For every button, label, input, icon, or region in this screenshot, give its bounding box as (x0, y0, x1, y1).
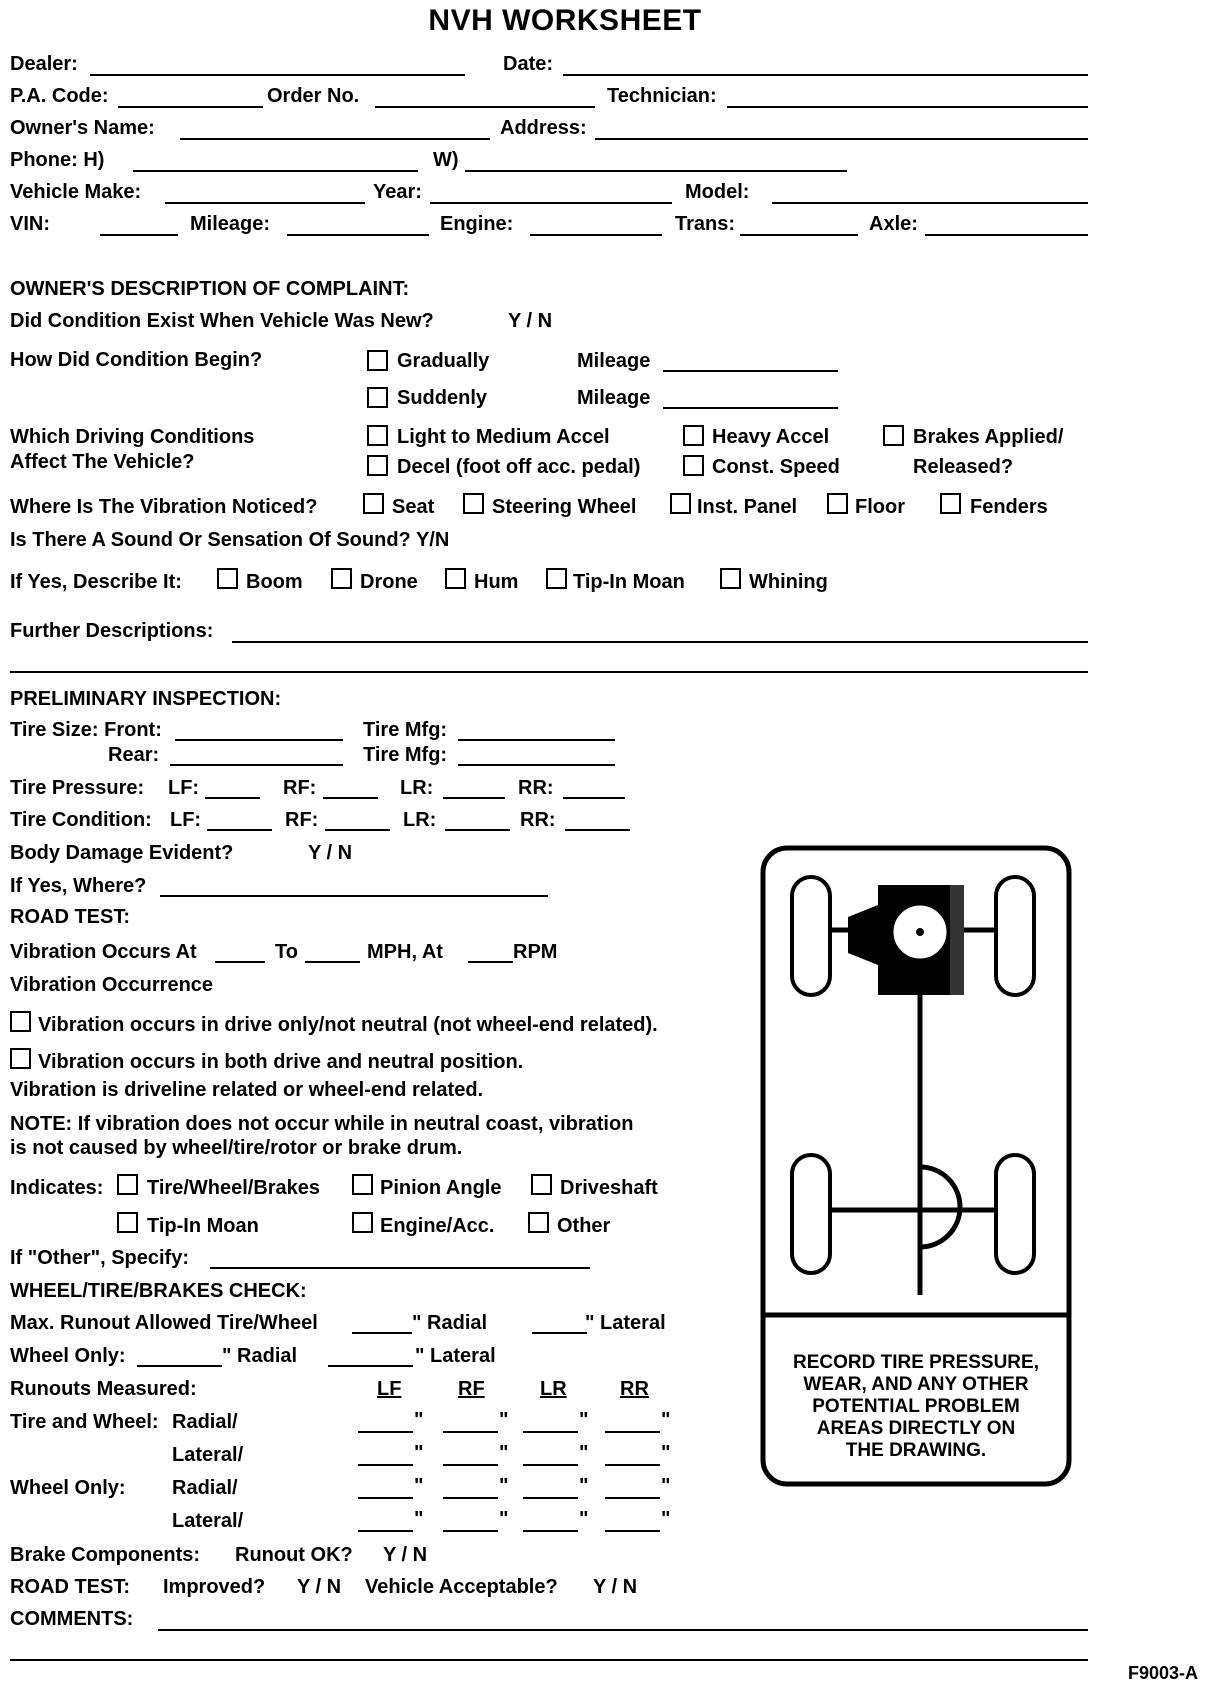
acceptable-yn[interactable]: Y / N (593, 1576, 638, 1598)
inch-mark: " (661, 1508, 671, 1530)
engine-field[interactable] (530, 234, 662, 236)
hum-checkbox[interactable] (445, 568, 466, 589)
technician-label: Technician: (607, 85, 717, 107)
front-right-tire-icon (996, 877, 1034, 995)
tp-lr-field[interactable] (443, 797, 505, 799)
fenders-label: Fenders (970, 496, 1048, 518)
runout-field[interactable] (443, 1497, 498, 1499)
order-no-label: Order No. (267, 85, 360, 107)
inch-mark: " (499, 1508, 509, 1530)
tc-rr-field[interactable] (565, 829, 630, 831)
tire-mfg-rear-label: Tire Mfg: (363, 744, 448, 766)
pa-code-field[interactable] (118, 106, 263, 108)
pinion-angle-checkbox[interactable] (352, 1174, 373, 1195)
seat-label: Seat (392, 496, 435, 518)
inch-mark: " (661, 1475, 671, 1497)
tipin-checkbox[interactable] (546, 568, 567, 589)
runout-field[interactable] (605, 1464, 660, 1466)
if-yes-where-label: If Yes, Where? (10, 875, 147, 897)
drive-only-label: Vibration occurs in drive only/not neutral (not wheel-end related). (38, 1014, 658, 1036)
tire-condition-label: Tire Condition: (10, 809, 152, 831)
gradually-label: Gradually (397, 350, 490, 372)
model-field[interactable] (772, 202, 1088, 204)
driveshaft-checkbox[interactable] (531, 1174, 552, 1195)
other-label: Other (557, 1215, 611, 1237)
runout-field[interactable] (358, 1431, 413, 1433)
whining-label: Whining (749, 571, 828, 593)
further-label: Further Descriptions: (10, 620, 214, 642)
tipin-moan-label: Tip-In Moan (147, 1215, 259, 1237)
engine-acc-checkbox[interactable] (352, 1212, 373, 1233)
when-new-question: Did Condition Exist When Vehicle Was New? (10, 310, 434, 332)
inch-mark: " (499, 1475, 509, 1497)
tire-wheel-brakes-checkbox[interactable] (117, 1174, 138, 1195)
inch-mark: " (414, 1475, 424, 1497)
phone-home-field[interactable] (133, 170, 418, 172)
runout-field[interactable] (358, 1497, 413, 1499)
indicates-label: Indicates: (10, 1177, 104, 1199)
tipin-moan-checkbox[interactable] (117, 1212, 138, 1233)
tire-mfg-front-field[interactable] (458, 739, 615, 741)
decel-checkbox[interactable] (367, 455, 388, 476)
tc-lf-label: LF: (170, 809, 202, 831)
engine-pulley-center (916, 928, 924, 936)
tw-radial-label: Radial/ (172, 1411, 238, 1433)
tp-lr-label: LR: (400, 777, 434, 799)
inch-mark: " (414, 1442, 424, 1464)
occurs-at-label: Vibration Occurs At (10, 941, 197, 963)
inch-mark: " (579, 1409, 589, 1431)
tire-size-rear-field[interactable] (170, 764, 343, 766)
diagram-instructions (780, 1352, 1052, 1462)
address-label: Address: (500, 117, 587, 139)
year-label: Year: (373, 181, 422, 203)
tp-rr-label: RR: (518, 777, 554, 799)
model-label: Model: (685, 181, 750, 203)
max-runout-lateral-field[interactable] (532, 1332, 587, 1334)
axle-label: Axle: (869, 213, 918, 235)
brake-components-label: Brake Components: (10, 1544, 201, 1566)
phone-label: Phone: H) (10, 149, 105, 171)
diagram-note-line4: AREAS DIRECTLY ON (816, 1418, 1016, 1439)
address-field[interactable] (595, 138, 1088, 140)
dealer-label: Dealer: (10, 53, 78, 75)
tw-lateral-label: Lateral/ (172, 1444, 244, 1466)
vehicle-make-field[interactable] (165, 202, 365, 204)
comments-label: COMMENTS: (10, 1608, 134, 1630)
wheel-only-lateral-field[interactable] (328, 1365, 413, 1367)
body-damage-yn[interactable]: Y / N (308, 842, 353, 864)
phone-work-label: W) (433, 149, 459, 171)
preliminary-heading: PRELIMINARY INSPECTION: (10, 688, 282, 710)
date-field[interactable] (563, 74, 1088, 76)
inch-mark: " (661, 1409, 671, 1431)
tc-rr-label: RR: (520, 809, 556, 831)
inst-panel-label: Inst. Panel (697, 496, 798, 518)
technician-field[interactable] (727, 106, 1088, 108)
tc-lf-field[interactable] (207, 829, 272, 831)
tc-rf-label: RF: (285, 809, 319, 831)
diagram-note-line1: RECORD TIRE PRESSURE, (793, 1352, 1039, 1373)
tp-rf-field[interactable] (323, 797, 378, 799)
wheel-only-radial-field[interactable] (137, 1365, 222, 1367)
inch-mark: " (414, 1508, 424, 1530)
trans-label: Trans: (675, 213, 736, 235)
further-field-line2[interactable] (10, 671, 1088, 673)
rear-left-tire-icon (792, 1155, 830, 1273)
mileage-label: Mileage: (190, 213, 271, 235)
released-label: Released? (913, 456, 1014, 478)
comments-field-line2[interactable] (10, 1659, 1088, 1661)
mileage-field[interactable] (287, 234, 429, 236)
wheel-only-allowed-label: Wheel Only: (10, 1345, 126, 1367)
tipin-label: Tip-In Moan (573, 571, 685, 593)
tp-rr-field[interactable] (563, 797, 625, 799)
final-road-test-label: ROAD TEST: (10, 1576, 130, 1598)
tp-lf-label: LF: (168, 777, 200, 799)
floor-label: Floor (855, 496, 905, 518)
heavy-accel-label: Heavy Accel (712, 426, 830, 448)
max-runout-label: Max. Runout Allowed Tire/Wheel (10, 1312, 318, 1334)
engine-block-side (950, 885, 964, 995)
owner-name-label: Owner's Name: (10, 117, 155, 139)
axle-field[interactable] (925, 234, 1088, 236)
light-accel-checkbox[interactable] (367, 425, 388, 446)
complaint-heading: OWNER'S DESCRIPTION OF COMPLAINT: (10, 278, 410, 300)
const-speed-label: Const. Speed (712, 456, 840, 478)
runout-ok-label: Runout OK? (235, 1544, 353, 1566)
runouts-measured-label: Runouts Measured: (10, 1378, 197, 1400)
improved-yn[interactable]: Y / N (297, 1576, 342, 1598)
pa-code-label: P.A. Code: (10, 85, 109, 107)
steering-wheel-checkbox[interactable] (463, 493, 484, 514)
runout-field[interactable] (605, 1431, 660, 1433)
wheel-check-heading: WHEEL/TIRE/BRAKES CHECK: (10, 1280, 307, 1302)
note-line1: NOTE: If vibration does not occur while in neutral coast, vibration (10, 1113, 634, 1135)
how-begin-question: How Did Condition Begin? (10, 349, 263, 371)
tc-rf-field[interactable] (325, 829, 390, 831)
fenders-checkbox[interactable] (940, 493, 961, 514)
tire-and-wheel-label: Tire and Wheel: (10, 1411, 159, 1433)
if-yes-where-field[interactable] (160, 895, 548, 897)
col-rf-header: RF (458, 1378, 485, 1400)
tire-wheel-brakes-label: Tire/Wheel/Brakes (147, 1177, 321, 1199)
suddenly-mileage-field[interactable] (663, 407, 838, 409)
occurrence-label: Vibration Occurrence (10, 974, 214, 996)
road-test-heading: ROAD TEST: (10, 906, 130, 928)
drive-and-neutral-label: Vibration occurs in both drive and neutral position. (38, 1051, 524, 1073)
driveshaft-label: Driveshaft (560, 1177, 658, 1199)
brakes-applied-label: Brakes Applied/ (913, 426, 1064, 448)
whining-checkbox[interactable] (720, 568, 741, 589)
diagram-note-line3: POTENTIAL PROBLEM (812, 1396, 1020, 1417)
body-damage-question: Body Damage Evident? (10, 842, 234, 864)
inch-mark: " (661, 1442, 671, 1464)
conditions-question-line2: Affect The Vehicle? (10, 451, 195, 473)
suddenly-label: Suddenly (397, 387, 488, 409)
to-label: To (275, 941, 298, 963)
occurs-from-mph-field[interactable] (215, 961, 265, 963)
hum-label: Hum (474, 571, 519, 593)
runout-field[interactable] (605, 1497, 660, 1499)
front-left-tire-icon (792, 877, 830, 995)
wheel-only-lateral-label: " Lateral (415, 1345, 496, 1367)
other-checkbox[interactable] (528, 1212, 549, 1233)
max-runout-lateral-label: " Lateral (585, 1312, 666, 1334)
engine-acc-label: Engine/Acc. (380, 1215, 495, 1237)
acceptable-label: Vehicle Acceptable? (365, 1576, 558, 1598)
inch-mark: " (499, 1442, 509, 1464)
phone-work-field[interactable] (465, 170, 847, 172)
tc-lr-label: LR: (403, 809, 437, 831)
note-line2: is not caused by wheel/tire/rotor or brake drum. (10, 1137, 463, 1159)
occurs-to-mph-field[interactable] (305, 961, 360, 963)
pinion-angle-label: Pinion Angle (380, 1177, 502, 1199)
drive-and-neutral-checkbox[interactable] (10, 1048, 31, 1069)
boom-checkbox[interactable] (217, 568, 238, 589)
runout-field[interactable] (358, 1464, 413, 1466)
runout-field[interactable] (358, 1530, 413, 1532)
inch-mark: " (414, 1409, 424, 1431)
inch-mark: " (579, 1508, 589, 1530)
runout-field[interactable] (523, 1497, 578, 1499)
col-lr-header: LR (540, 1378, 567, 1400)
tire-size-front-label: Tire Size: Front: (10, 719, 162, 741)
trans-field[interactable] (740, 234, 858, 236)
vin-field[interactable] (100, 234, 178, 236)
heavy-accel-checkbox[interactable] (683, 425, 704, 446)
dealer-field[interactable] (90, 74, 465, 76)
describe-label: If Yes, Describe It: (10, 571, 182, 593)
drone-checkbox[interactable] (331, 568, 352, 589)
tc-lr-field[interactable] (445, 829, 510, 831)
order-no-field[interactable] (375, 106, 595, 108)
gradually-mileage-label: Mileage (577, 350, 651, 372)
floor-checkbox[interactable] (827, 493, 848, 514)
runout-field[interactable] (523, 1464, 578, 1466)
vin-label: VIN: (10, 213, 50, 235)
col-rr-header: RR (620, 1378, 649, 1400)
rpm-field[interactable] (468, 961, 513, 963)
drone-label: Drone (360, 571, 418, 593)
engine-label: Engine: (440, 213, 514, 235)
tp-lf-field[interactable] (205, 797, 260, 799)
tp-rf-label: RF: (283, 777, 317, 799)
when-new-yn[interactable]: Y / N (508, 310, 553, 332)
runout-field[interactable] (523, 1431, 578, 1433)
wheel-only-label: Wheel Only: (10, 1477, 126, 1499)
date-label: Date: (503, 53, 554, 75)
improved-label: Improved? (163, 1576, 266, 1598)
tire-mfg-front-label: Tire Mfg: (363, 719, 448, 741)
vehicle-make-label: Vehicle Make: (10, 181, 142, 203)
runout-field[interactable] (523, 1530, 578, 1532)
year-field[interactable] (430, 202, 672, 204)
tire-pressure-label: Tire Pressure: (10, 777, 145, 799)
wo-lateral-label: Lateral/ (172, 1510, 244, 1532)
rpm-label: RPM (513, 941, 558, 963)
if-other-label: If "Other", Specify: (10, 1247, 189, 1269)
sound-question: Is There A Sound Or Sensation Of Sound? Y/N (10, 529, 450, 551)
inst-panel-checkbox[interactable] (670, 493, 691, 514)
diagram-note-line5: THE DRAWING. (845, 1440, 987, 1461)
decel-label: Decel (foot off acc. pedal) (397, 456, 641, 478)
runout-field[interactable] (443, 1464, 498, 1466)
max-runout-radial-field[interactable] (352, 1332, 412, 1334)
runout-field[interactable] (443, 1431, 498, 1433)
conditions-question-line1: Which Driving Conditions (10, 426, 255, 448)
max-runout-radial-label: " Radial (412, 1312, 488, 1334)
tire-size-front-field[interactable] (175, 739, 343, 741)
gradually-checkbox[interactable] (367, 350, 388, 371)
wo-radial-label: Radial/ (172, 1477, 238, 1499)
suddenly-mileage-label: Mileage (577, 387, 651, 409)
form-code: F9003-A (1128, 1663, 1199, 1683)
seat-checkbox[interactable] (363, 493, 384, 514)
page-title: NVH WORKSHEET (428, 4, 702, 37)
further-field-line1[interactable] (232, 641, 1088, 643)
steering-wheel-label: Steering Wheel (492, 496, 637, 518)
runout-ok-yn[interactable]: Y / N (383, 1544, 428, 1566)
rear-right-tire-icon (996, 1155, 1034, 1273)
wheel-only-radial-label: " Radial (222, 1345, 298, 1367)
mph-at-label: MPH, At (367, 941, 443, 963)
diagram-note-line2: WEAR, AND ANY OTHER (803, 1374, 1029, 1395)
brakes-applied-checkbox[interactable] (883, 425, 904, 446)
tire-size-rear-label: Rear: (108, 744, 160, 766)
drive-only-checkbox[interactable] (10, 1011, 31, 1032)
col-lf-header: LF (377, 1378, 402, 1400)
inch-mark: " (579, 1442, 589, 1464)
const-speed-checkbox[interactable] (683, 455, 704, 476)
comments-field-line1[interactable] (158, 1629, 1088, 1631)
if-other-field[interactable] (210, 1267, 590, 1269)
where-question: Where Is The Vibration Noticed? (10, 496, 318, 518)
boom-label: Boom (246, 571, 303, 593)
suddenly-checkbox[interactable] (367, 387, 388, 408)
owner-name-field[interactable] (180, 138, 490, 140)
light-accel-label: Light to Medium Accel (397, 426, 610, 448)
runout-field[interactable] (605, 1530, 660, 1532)
inch-mark: " (499, 1409, 509, 1431)
tire-mfg-rear-field[interactable] (458, 764, 615, 766)
inch-mark: " (579, 1475, 589, 1497)
runout-field[interactable] (443, 1530, 498, 1532)
gradually-mileage-field[interactable] (663, 370, 838, 372)
driveline-related-text: Vibration is driveline related or wheel-end related. (10, 1079, 484, 1101)
